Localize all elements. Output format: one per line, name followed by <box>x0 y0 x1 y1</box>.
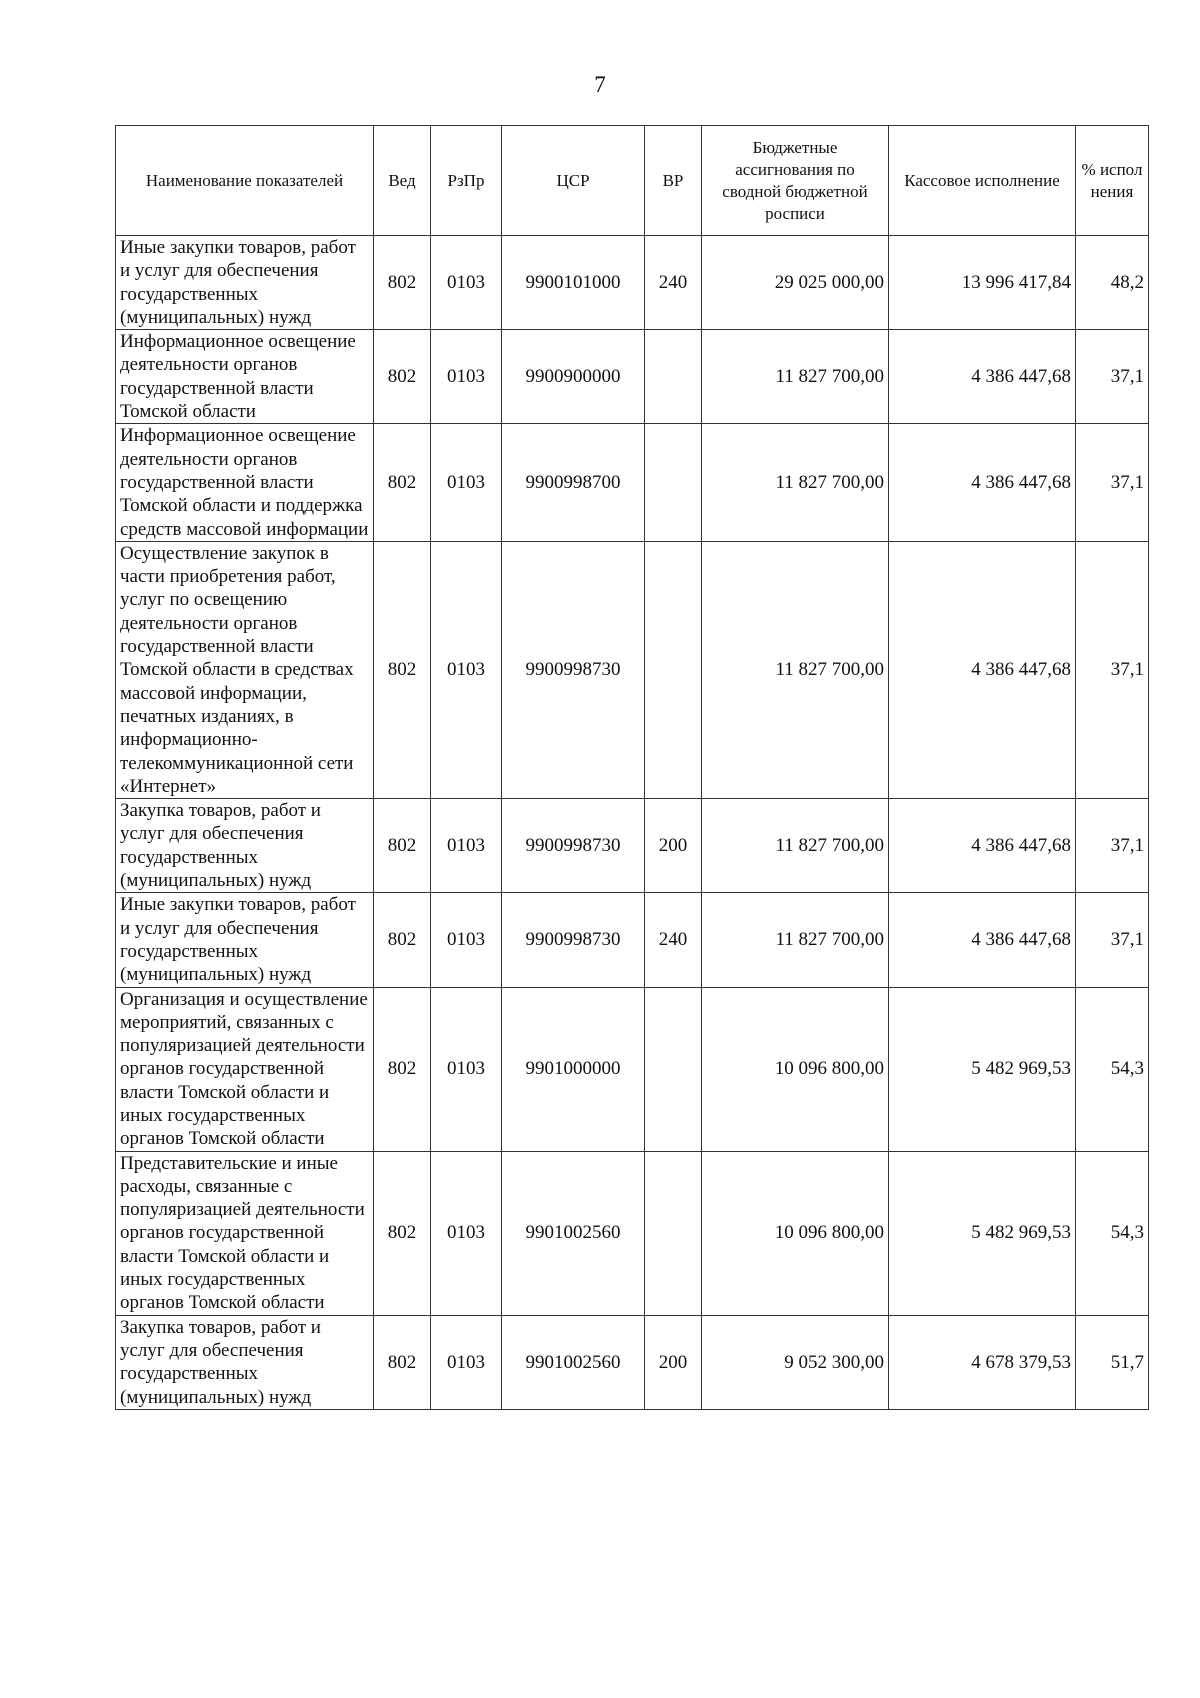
header-budget: Бюджетные ассигнования по сводной бюджетной росписи <box>702 126 889 236</box>
row-vr <box>645 1151 702 1315</box>
row-ved: 802 <box>374 893 431 987</box>
row-csr: 9900900000 <box>502 330 645 424</box>
row-percent: 37,1 <box>1076 424 1149 541</box>
table-row <box>116 893 1149 987</box>
row-execution: 4 386 447,68 <box>889 893 1076 987</box>
row-name: Информационное освещение деятельности органов государственной власти Томской области и поддержка средств массовой информации <box>116 424 374 541</box>
row-budget: 9 052 300,00 <box>702 1315 889 1409</box>
table-row <box>116 541 1149 798</box>
row-percent: 37,1 <box>1076 330 1149 424</box>
row-execution: 4 386 447,68 <box>889 330 1076 424</box>
row-rzpr: 0103 <box>431 1315 502 1409</box>
budget-execution-table <box>115 125 1149 1410</box>
row-execution: 5 482 969,53 <box>889 987 1076 1151</box>
row-vr: 240 <box>645 893 702 987</box>
row-vr: 200 <box>645 1315 702 1409</box>
row-vr: 200 <box>645 799 702 893</box>
row-percent: 54,3 <box>1076 1151 1149 1315</box>
table-header-row <box>116 126 1149 236</box>
row-rzpr: 0103 <box>431 987 502 1151</box>
row-ved: 802 <box>374 541 431 798</box>
row-csr: 9900998700 <box>502 424 645 541</box>
table-row <box>116 236 1149 330</box>
row-vr <box>645 424 702 541</box>
row-csr: 9901002560 <box>502 1151 645 1315</box>
row-rzpr: 0103 <box>431 330 502 424</box>
row-name: Иные закупки товаров, работ и услуг для обеспечения государственных (муниципальных) нужд <box>116 236 374 330</box>
table-row <box>116 330 1149 424</box>
row-vr: 240 <box>645 236 702 330</box>
row-name: Информационное освещение деятельности органов государственной власти Томской области <box>116 330 374 424</box>
row-name: Закупка товаров, работ и услуг для обеспечения государственных (муниципальных) нужд <box>116 799 374 893</box>
row-percent: 37,1 <box>1076 893 1149 987</box>
row-execution: 4 386 447,68 <box>889 799 1076 893</box>
table-row <box>116 424 1149 541</box>
table-row <box>116 799 1149 893</box>
row-execution: 13 996 417,84 <box>889 236 1076 330</box>
header-vr: ВР <box>645 126 702 236</box>
row-name: Закупка товаров, работ и услуг для обеспечения государственных (муниципальных) нужд <box>116 1315 374 1409</box>
row-name: Представительские и иные расходы, связанные с популяризацией деятельности органов государственной власти Томской области и иных государственных органов Томской области <box>116 1151 374 1315</box>
row-budget: 11 827 700,00 <box>702 424 889 541</box>
header-rzpr: РзПр <box>431 126 502 236</box>
row-budget: 29 025 000,00 <box>702 236 889 330</box>
row-ved: 802 <box>374 1315 431 1409</box>
row-execution: 5 482 969,53 <box>889 1151 1076 1315</box>
table-row <box>116 1151 1149 1315</box>
row-ved: 802 <box>374 424 431 541</box>
row-csr: 9900998730 <box>502 541 645 798</box>
row-percent: 48,2 <box>1076 236 1149 330</box>
row-vr <box>645 330 702 424</box>
row-rzpr: 0103 <box>431 541 502 798</box>
header-ved: Вед <box>374 126 431 236</box>
row-vr <box>645 987 702 1151</box>
row-percent: 37,1 <box>1076 799 1149 893</box>
row-percent: 37,1 <box>1076 541 1149 798</box>
row-budget: 11 827 700,00 <box>702 893 889 987</box>
header-percent: % испол нения <box>1076 126 1149 236</box>
row-execution: 4 386 447,68 <box>889 424 1076 541</box>
header-name: Наименование показателей <box>116 126 374 236</box>
page-number: 7 <box>594 72 606 97</box>
row-budget: 11 827 700,00 <box>702 541 889 798</box>
row-name: Организация и осуществление мероприятий, связанных с популяризацией деятельности органов государственной власти Томской области и иных государственных органов Томской области <box>116 987 374 1151</box>
row-execution: 4 678 379,53 <box>889 1315 1076 1409</box>
row-csr: 9901002560 <box>502 1315 645 1409</box>
row-budget: 11 827 700,00 <box>702 799 889 893</box>
row-ved: 802 <box>374 236 431 330</box>
row-csr: 9900101000 <box>502 236 645 330</box>
row-name: Иные закупки товаров, работ и услуг для обеспечения государственных (муниципальных) нужд <box>116 893 374 987</box>
row-vr <box>645 541 702 798</box>
row-percent: 51,7 <box>1076 1315 1149 1409</box>
header-execution: Кассовое исполнение <box>889 126 1076 236</box>
row-ved: 802 <box>374 799 431 893</box>
row-budget: 10 096 800,00 <box>702 1151 889 1315</box>
row-rzpr: 0103 <box>431 236 502 330</box>
row-rzpr: 0103 <box>431 893 502 987</box>
row-csr: 9900998730 <box>502 893 645 987</box>
table-row <box>116 987 1149 1151</box>
row-csr: 9900998730 <box>502 799 645 893</box>
row-rzpr: 0103 <box>431 424 502 541</box>
row-csr: 9901000000 <box>502 987 645 1151</box>
table-row <box>116 1315 1149 1409</box>
row-ved: 802 <box>374 987 431 1151</box>
row-execution: 4 386 447,68 <box>889 541 1076 798</box>
row-budget: 11 827 700,00 <box>702 330 889 424</box>
row-budget: 10 096 800,00 <box>702 987 889 1151</box>
row-rzpr: 0103 <box>431 1151 502 1315</box>
row-rzpr: 0103 <box>431 799 502 893</box>
header-csr: ЦСР <box>502 126 645 236</box>
row-ved: 802 <box>374 1151 431 1315</box>
row-ved: 802 <box>374 330 431 424</box>
row-percent: 54,3 <box>1076 987 1149 1151</box>
row-name: Осуществление закупок в части приобретения работ, услуг по освещению деятельности органов государственной власти Томской области в средствах массовой информации, печатных изданиях, в информационно-телекоммуникационной сети «Интернет» <box>116 541 374 798</box>
